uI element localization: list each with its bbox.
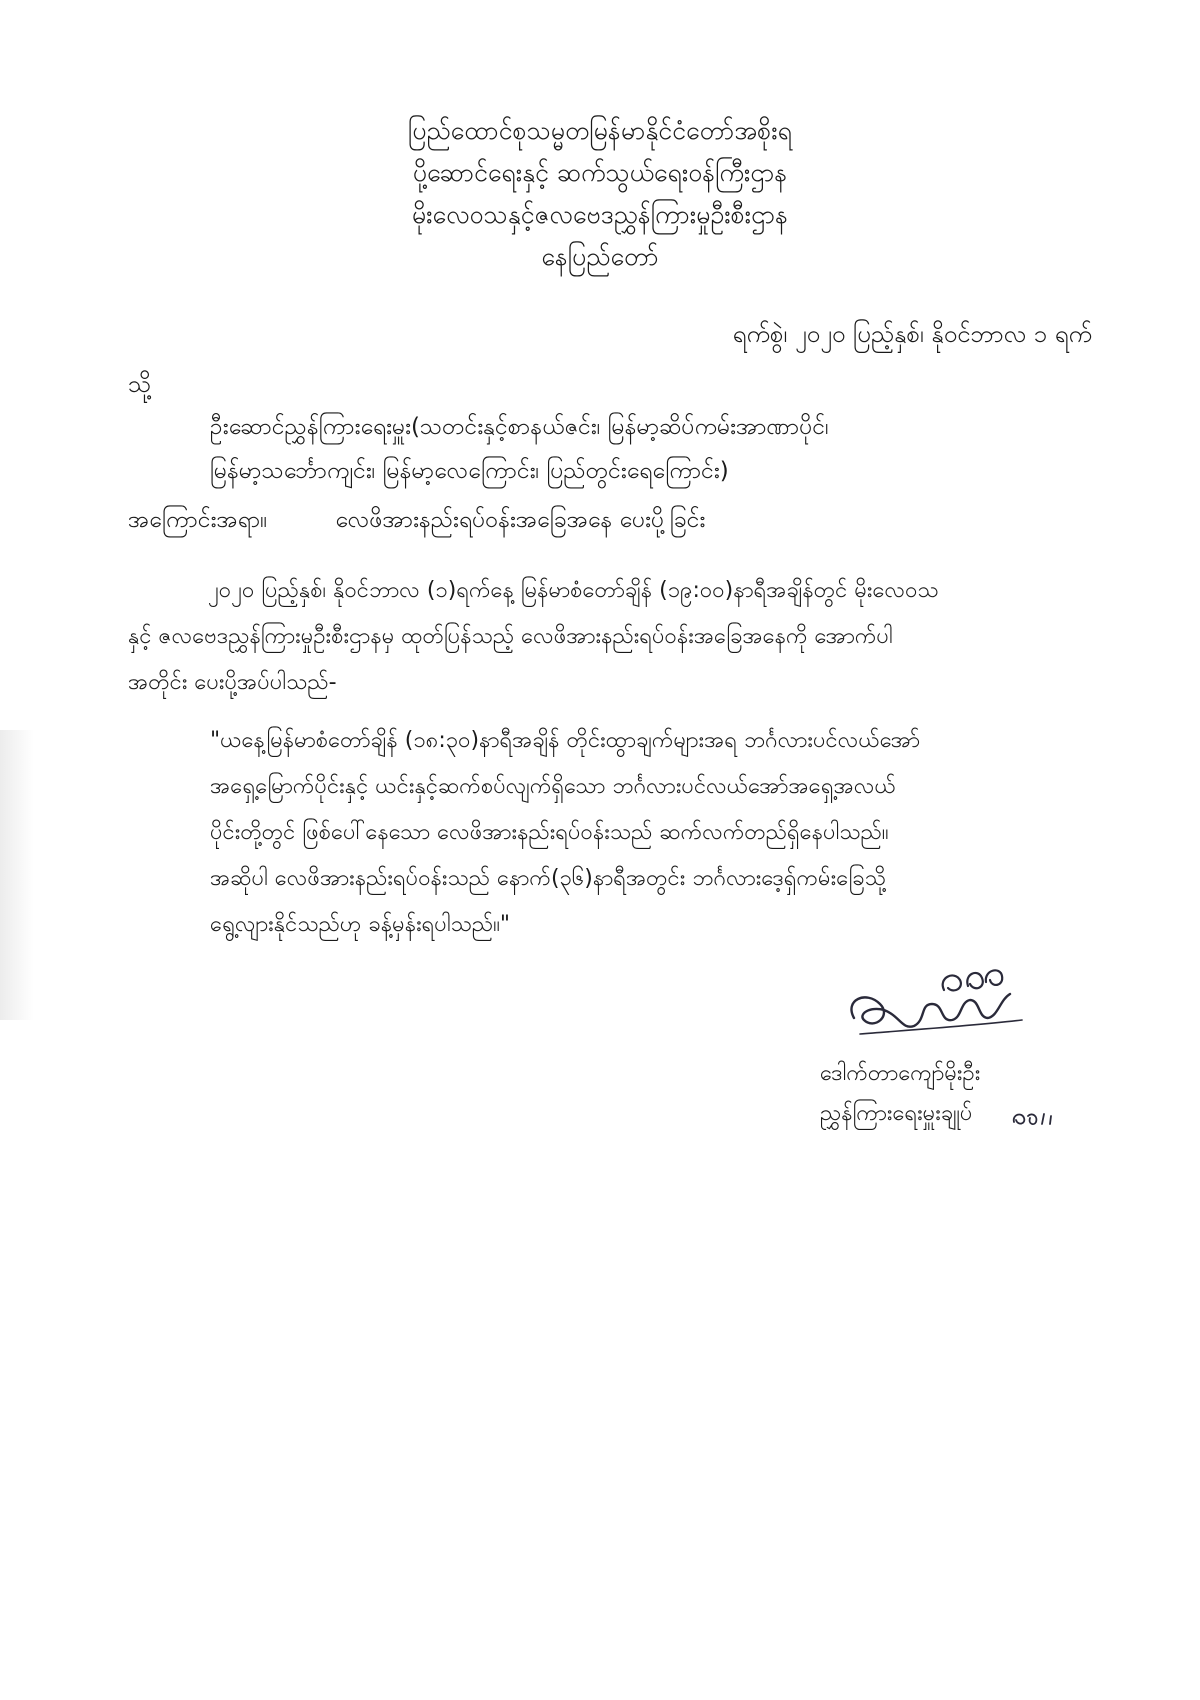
to-label: သို့	[128, 370, 152, 398]
letterhead-ministry: ပို့ဆောင်ရေးနှင့် ဆက်သွယ်ရေးဝန်ကြီးဌာန	[412, 158, 788, 187]
quote-line: ပိုင်းတို့တွင် ဖြစ်ပေါ်နေသော လေဖိအားနည်းရပ်ဝန်းသည် ဆက်လက်တည်ရှိနေပါသည်။	[210, 820, 889, 845]
letterhead-city: နေပြည်တော်	[541, 242, 659, 271]
recipient-line: မြန်မာ့သင်္ဘောကျင်း၊ မြန်မာ့လေကြောင်း၊ ပြည်တွင်းရေကြောင်း)	[210, 458, 729, 484]
signer-name: ဒေါက်တာကျော်မိုးဦး	[820, 1061, 981, 1086]
body-line: အတိုင်း ပေးပို့အပ်ပါသည်-	[128, 670, 337, 695]
subject-text: လေဖိအားနည်းရပ်ဝန်းအခြေအနေ ပေးပို့ခြင်း	[335, 507, 706, 533]
subject-label: အကြောင်းအရာ။	[128, 507, 268, 533]
letterhead-government: ပြည်ထောင်စုသမ္မတမြန်မာနိုင်ငံတော်အစိုးရ	[408, 116, 792, 145]
quote-line: အရှေ့မြောက်ပိုင်းနှင့် ယင်းနှင့်ဆက်စပ်လျက်ရှိသော ဘင်္ဂလားပင်လယ်အော်အရှေ့အလယ်	[210, 774, 896, 799]
letterhead-department: မိုးလေဝသနှင့်ဇလဗေဒညွှန်ကြားမှုဦးစီးဌာန	[411, 200, 789, 229]
body-line: နှင့် ဇလဗေဒညွှန်ကြားမှုဦးစီးဌာနမှ ထုတ်ပြန်သည့် လေဖိအားနည်းရပ်ဝန်းအခြေအနေကို အောက်ပါ	[128, 624, 893, 649]
subject-row	[128, 505, 705, 539]
body-paragraph	[128, 568, 1098, 706]
handwritten-signature	[840, 960, 1040, 1050]
recipient-block	[210, 405, 829, 493]
quote-line: အဆိုပါ လေဖိအားနည်းရပ်ဝန်းသည် နောက်(၃၆)နာရီအတွင်း ဘင်္ဂလားဒေ့ရှ်ကမ်းခြေသို့	[210, 866, 886, 891]
letterhead	[0, 110, 1200, 278]
quote-line: ရွေ့လျားနိုင်သည်ဟု ခန့်မှန်းရပါသည်။"	[210, 912, 510, 937]
letter-date: ရက်စွဲ၊ ၂၀၂၀ ပြည့်နှစ်၊ နိုဝင်ဘာလ ၁ ရက်	[732, 320, 1092, 348]
quoted-bulletin	[210, 718, 1100, 948]
handwritten-initials	[1010, 1108, 1060, 1130]
body-line: ၂၀၂၀ ပြည့်နှစ်၊ နိုဝင်ဘာလ (၁)ရက်နေ့ မြန်မာစံတော်ချိန် (၁၉:၀၀)နာရီအချိန်တွင် မိုးလေဝသ	[208, 578, 939, 603]
recipient-line: ဦးဆောင်ညွှန်ကြားရေးမှူး(သတင်းနှင့်စာနယ်ဇင်း၊ မြန်မာ့ဆိပ်ကမ်းအာဏာပိုင်၊	[210, 414, 829, 440]
quote-line: "ယနေ့မြန်မာစံတော်ချိန် (၁၈:၃၀)နာရီအချိန် တိုင်းထွာချက်များအရ ဘင်္ဂလားပင်လယ်အော်	[210, 728, 921, 753]
signer-title: ညွှန်ကြားရေးမှူးချုပ်	[820, 1101, 973, 1126]
scan-edge-shadow	[0, 730, 34, 1020]
